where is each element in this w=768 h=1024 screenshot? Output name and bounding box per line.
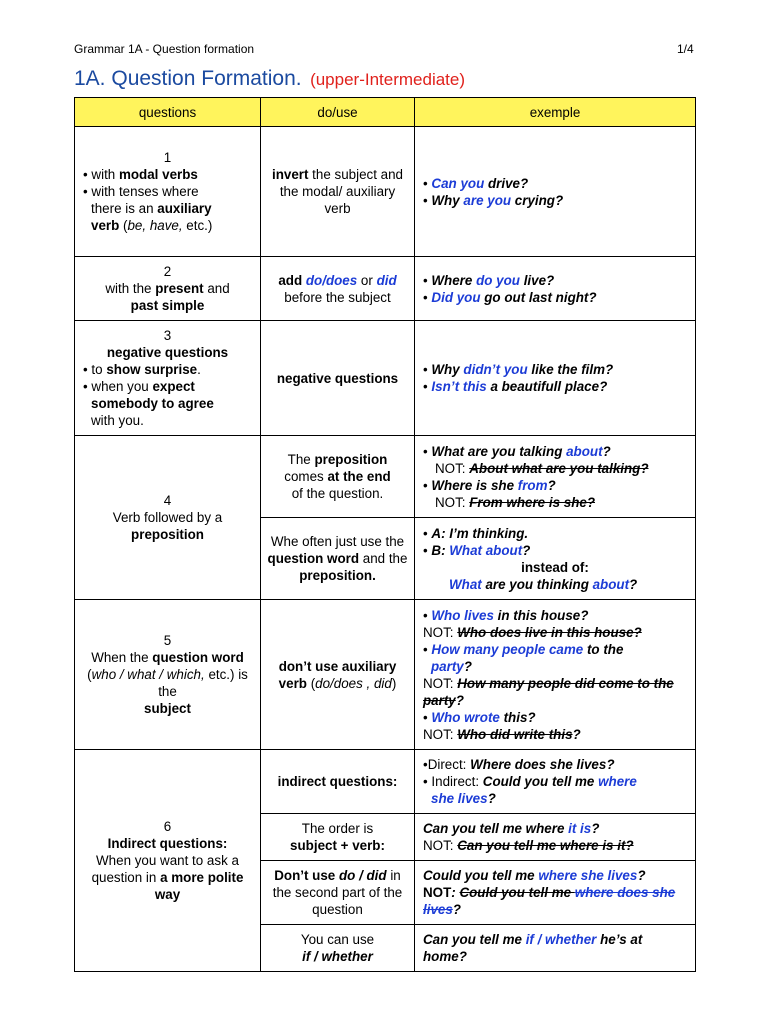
example-cell: Can you tell me if / whether he’s at home? bbox=[415, 925, 696, 972]
example-cell: • Can you drive? • Why are you crying? bbox=[415, 127, 696, 257]
usage-cell: You can use if / whether bbox=[261, 925, 415, 972]
example-cell: Can you tell me where it is? NOT: Can you tell me where is it? bbox=[415, 814, 696, 861]
header-example: exemple bbox=[415, 98, 696, 127]
example-cell: Could you tell me where she lives? NOT: Could you tell me where does she lives? bbox=[415, 861, 696, 925]
rule-cell: 5 When the question word (who / what / which, etc.) is the subject bbox=[75, 600, 261, 750]
table-row bbox=[75, 600, 696, 750]
rule-cell: 6 Indirect questions: When you want to ask a question in a more polite way bbox=[75, 750, 261, 972]
rule-cell: 1 • with modal verbs • with tenses where there is an auxiliary verb (be, have, etc.) bbox=[75, 127, 261, 257]
example-cell: • Who lives in this house? NOT: Who does live in this house? • How many people came to the party? NOT: How many people did come to the party? • Who wrote this? NOT: Who did write this? bbox=[415, 600, 696, 750]
page-title bbox=[74, 67, 465, 91]
rule-number: 1 bbox=[163, 150, 172, 165]
page-number: 1/4 bbox=[677, 42, 694, 56]
page-header-title: Grammar 1A - Question formation bbox=[74, 42, 255, 56]
example-cell: • A: I’m thinking. • B: What about? instead of: What are you thinking about? bbox=[415, 518, 696, 600]
table-row bbox=[75, 257, 696, 321]
usage-cell: The preposition comes at the end of the question. bbox=[261, 436, 415, 518]
header-do-use: do/use bbox=[261, 98, 415, 127]
title-level: (upper-Intermediate) bbox=[310, 70, 466, 89]
table-row bbox=[75, 127, 696, 257]
usage-cell: Whe often just use the question word and the preposition. bbox=[261, 518, 415, 600]
header-questions: questions bbox=[75, 98, 261, 127]
usage-cell: negative questions bbox=[261, 321, 415, 436]
example-cell: • What are you talking about? NOT: About what are you talking? • Where is she from? NOT: From where is she? bbox=[415, 436, 696, 518]
usage-cell: The order is subject + verb: bbox=[261, 814, 415, 861]
usage-cell: Don’t use do / did in the second part of the question bbox=[261, 861, 415, 925]
question-formation-table bbox=[74, 97, 696, 972]
example-cell: •Direct: Where does she lives? • Indirect: Could you tell me where she lives? bbox=[415, 750, 696, 814]
title-main: 1A. Question Formation. bbox=[74, 67, 302, 90]
rule-cell: 2 with the present and past simple bbox=[75, 257, 261, 321]
usage-cell: indirect questions: bbox=[261, 750, 415, 814]
table-row bbox=[75, 750, 696, 814]
example-cell: • Where do you live? • Did you go out last night? bbox=[415, 257, 696, 321]
usage-cell: invert the subject and the modal/ auxiliary verb bbox=[261, 127, 415, 257]
table-header-row bbox=[75, 98, 696, 127]
example-cell: • Why didn’t you like the film? • Isn’t this a beautifull place? bbox=[415, 321, 696, 436]
usage-cell: don’t use auxiliary verb (do/does , did) bbox=[261, 600, 415, 750]
table-row bbox=[75, 436, 696, 518]
rule-cell: 3 negative questions • to show surprise. • when you expect somebody to agree with you. bbox=[75, 321, 261, 436]
table-row bbox=[75, 321, 696, 436]
rule-cell: 4 Verb followed by a preposition bbox=[75, 436, 261, 600]
usage-cell: add do/does or did before the subject bbox=[261, 257, 415, 321]
